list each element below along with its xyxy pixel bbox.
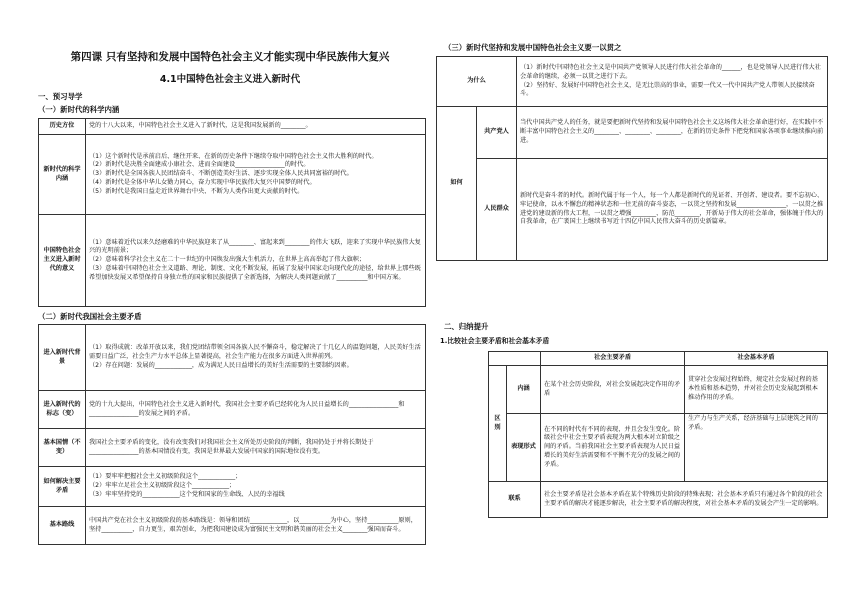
background-line: （1）取得成就：改革开放以来，我们党团结带领全国各族人民不懈奋斗，稳定解决了十几亿人的温饱问题，人民美好生活需要日益广泛，社会生产力水平总体上显著提高，社会生产能力在很多方面进入世界前列。 — [89, 344, 421, 361]
solve-line: （3）牢牢坚持党的____________这个党和国家的生命线、人民的幸福线 — [89, 490, 285, 498]
text-basic-condition: 我国社会主要矛盾的变化，没有改变我们对我国社会主义所处历史阶段的判断，我国仍处于并将长期处于________________的基本国情没有变，我国是世界最大发展中国家的国际地位没有变。 — [86, 429, 426, 467]
connotation-line: （3）新时代是全国各族人民团结奋斗、不断创造美好生活、逐步实现全体人民共同富裕的时代。 — [89, 170, 353, 178]
why-line: （1）新时代中国特色社会主义是中国共产党领导人民进行伟大社会革命的______，也是党领导人民进行伟大社会革命的继续，必须一以贯之进行下去。 — [520, 63, 821, 80]
text-scientific-connotation — [86, 135, 426, 215]
significance-line: （3）意味着中国特色社会主义道路、理论、制度、文化不断发展，拓展了发展中国家走向现代化的途径，给世界上那些既希望加快发展又希望保持自身独立性的国家和民族提供了全新选择，为解决人类问题贡献了__________和中国方案。 — [89, 264, 421, 281]
background-line: （2）存在问题：发展的____________，成为满足人民日益增长的美好生活需要的主要制约因素。 — [89, 361, 353, 369]
text-basic-line: 中国共产党在社会主义初级阶段的基本路线是：领导和团结____________，以__________为中心，坚持__________原则，坚持__________，自力更生，艰苦创业，为把我国建设成为富强民主文明和谐美丽的社会主义________强国而奋斗。 — [86, 507, 426, 545]
connotation-line: （4）新时代是全体中华儿女勠力同心，奋力实现中华民族伟大复兴中国梦的时代。 — [89, 178, 316, 186]
label-scientific-connotation: 新时代的科学内涵 — [39, 135, 86, 215]
label-connotation: 内涵 — [507, 366, 541, 414]
solve-line: （1）要牢牢把握社会主义初级阶段这个____________； — [89, 473, 242, 481]
label-basic-condition: 基本国情（不变） — [39, 429, 86, 467]
part-heading-summary: 二、归纳提升 — [444, 322, 489, 331]
label-background: 进入新时代背景 — [39, 325, 86, 391]
text-background — [86, 325, 426, 391]
label-communists: 共产党人 — [477, 107, 517, 159]
text-sign-change: 党的十九大提出，中国特色社会主义进入新时代，我国社会主要矛盾已经转化为人民日益增长的________________和________________的发展之间的矛盾。 — [86, 391, 426, 429]
text-basic-form: 生产力与生产关系，经济基础与上层建筑之间的矛盾。 — [685, 414, 828, 482]
label-difference: 区别 — [489, 366, 507, 482]
label-form: 表现形式 — [507, 414, 541, 482]
section-heading-connotation: （一）新时代的科学内涵 — [38, 105, 120, 114]
connotation-line: （2）新时代是决胜全面建成小康社会、进而全面建设________________的时代。 — [89, 161, 310, 169]
label-people: 人民群众 — [477, 159, 517, 261]
text-how-to-solve — [86, 467, 426, 507]
label-significance: 中国特色社会主义进入新时代的意义 — [39, 215, 86, 307]
text-basic-connotation: 贯穿社会发展过程始终，规定社会发展过程的基本性质和基本趋势，并对社会历史发展起到根本推动作用的矛盾。 — [685, 366, 828, 414]
label-basic-line: 基本路线 — [39, 507, 86, 545]
text-historical-position: 党的十八大以来，中国特色社会主义进入了新时代，这是我国发展新的________。 — [86, 119, 426, 135]
header-main-contradiction: 社会主要矛盾 — [541, 352, 685, 366]
section-heading-compare: 1.比较社会主要矛盾和社会基本矛盾 — [440, 337, 550, 345]
solve-line: （2）牢牢立足社会主义初级阶段这个____________； — [89, 482, 236, 490]
lesson-title: 第四课 只有坚持和发展中国特色社会主义才能实现中华民族伟大复兴 — [70, 51, 390, 63]
label-sign-change: 进入新时代的标志（变） — [39, 391, 86, 429]
table-main-contradiction — [38, 324, 426, 545]
label-how: 如何 — [437, 107, 477, 261]
corner-cell — [489, 352, 541, 366]
header-basic-contradiction: 社会基本矛盾 — [685, 352, 828, 366]
text-main-connotation: 在某个社会历史阶段，对社会发展起决定作用的矛盾 — [541, 366, 685, 414]
connotation-line: （5）新时代是我国日益走近世界舞台中央、不断为人类作出更大贡献的时代。 — [89, 187, 304, 195]
section-heading-consistency: （三）新时代坚持和发展中国特色社会主义要一以贯之 — [444, 43, 622, 52]
significance-line: （2）意味着科学社会主义在二十一世纪的中国焕发出强大生机活力，在世界上高高举起了伟大旗帜； — [89, 256, 366, 264]
text-communists: 当代中国共产党人的任务，就是要把新时代坚持和发展中国特色社会主义这场伟大社会革命进行好，在实践中不断丰富中国特色社会主义的________、________、________，在新的历史条件下把党和国家各项事业继续推向前进。 — [517, 107, 828, 159]
why-line: （2）坚持好、发展好中国特色社会主义，是无比崇高的事业，需要一代又一代中国共产党人带领人民接续奋斗。 — [520, 81, 815, 98]
text-significance — [86, 215, 426, 307]
table-new-era-connotation — [38, 118, 426, 307]
significance-line: （1）意味着近代以来久经磨难的中华民族迎来了从________、富起来到________的伟大飞跃，迎来了实现中华民族伟大复兴的光明前景； — [89, 238, 421, 255]
text-main-form: 在不同的时代有不同的表现，并且会发生变化。阶级社会中社会主要矛盾表现为两大根本对立阶级之间的矛盾。当前我国社会主要矛盾表现为人民日益增长的美好生活需要和不平衡不充分的发展之间的矛盾。 — [541, 414, 685, 482]
connotation-line: （1）这个新时代是承前启后、继往开来、在新的历史条件下继续夺取中国特色社会主义伟大胜利的时代。 — [89, 152, 378, 160]
text-people: 新时代是奋斗者的时代。新时代属于每一个人，每一个人都是新时代的见证者、开创者、建设者。要不忘初心、牢记使命，以永不懈怠的精神状态和一往无前的奋斗姿态，一以贯之坚持和发展________________，一以贯之推进党的建设新的伟大工程，一以贯之增强________、防范________，开新局于伟大的社会革命，强体魄于伟大的自我革命，在广袤国土上继续书写近十四亿中国人民伟大奋斗的历史新篇章。 — [517, 159, 828, 261]
label-how-to-solve: 如何解决主要矛盾 — [39, 467, 86, 507]
label-why: 为什么 — [437, 57, 517, 107]
section-heading-main-contradiction: （二）新时代我国社会主要矛盾 — [38, 312, 142, 321]
text-why — [517, 57, 828, 107]
label-historical-position: 历史方位 — [39, 119, 86, 135]
text-relation: 社会主要矛盾是社会基本矛盾在某个特殊历史阶段的特殊表现；社会基本矛盾只有通过各个阶段的社会主要矛盾的解决才能逐步解决，社会主要矛盾的解决程度，对社会基本矛盾的发展会产生一定的影响。 — [541, 482, 828, 518]
table-consistency — [436, 56, 828, 261]
section-subtitle: 4.1中国特色社会主义进入新时代 — [159, 74, 301, 85]
table-compare-contradictions — [488, 351, 828, 518]
part-heading-preview: 一、预习导学 — [38, 92, 83, 101]
label-relation: 联系 — [489, 482, 541, 518]
